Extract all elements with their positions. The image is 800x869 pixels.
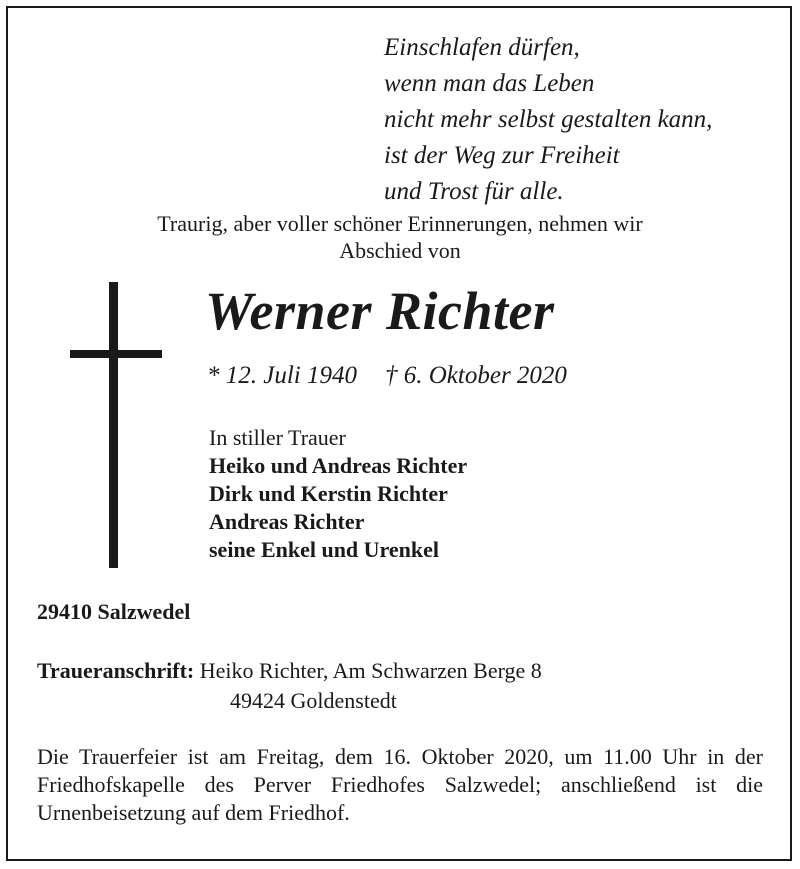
mourner-name: Dirk und Kerstin Richter	[209, 481, 448, 506]
cross-horizontal-bar	[70, 350, 162, 358]
ceremony-info: Die Trauerfeier ist am Freitag, dem 16. Oktober 2020, um 11.00 Uhr in der Friedhofskapelle des Perver Friedhofes Salzwedel; anschließend ist die Urnenbeisetzung auf dem Friedhof.	[37, 744, 763, 825]
cross-vertical-bar	[109, 282, 118, 568]
cross-icon	[70, 282, 164, 568]
address-line-2: 49424 Goldenstedt	[230, 688, 397, 713]
birth-date: * 12. Juli 1940	[207, 362, 357, 389]
intro-line: Abschied von	[339, 238, 461, 263]
mourner-name: Andreas Richter	[209, 509, 365, 534]
mourners-block	[209, 424, 467, 564]
address-label: Traueranschrift:	[37, 658, 195, 683]
address-line-1: Heiko Richter, Am Schwarzen Berge 8	[199, 658, 542, 683]
intro-text	[0, 210, 800, 264]
poem	[384, 30, 712, 210]
poem-line: nicht mehr selbst gestalten kann,	[384, 106, 713, 133]
mourning-address	[37, 656, 542, 716]
mourner-name: seine Enkel und Urenkel	[209, 537, 440, 562]
mourners-heading: In stiller Trauer	[209, 425, 346, 450]
mourner-name: Heiko und Andreas Richter	[209, 453, 468, 478]
poem-line: wenn man das Leben	[384, 70, 595, 97]
death-date: † 6. Oktober 2020	[385, 362, 567, 389]
deceased-name: Werner Richter	[205, 281, 555, 341]
poem-line: Einschlafen dürfen,	[384, 34, 580, 61]
poem-line: ist der Weg zur Freiheit	[384, 142, 620, 169]
poem-line: und Trost für alle.	[384, 178, 564, 205]
life-dates	[207, 360, 567, 392]
city-line: 29410 Salzwedel	[37, 599, 191, 624]
intro-line: Traurig, aber voller schöner Erinnerungen, nehmen wir	[157, 211, 643, 236]
